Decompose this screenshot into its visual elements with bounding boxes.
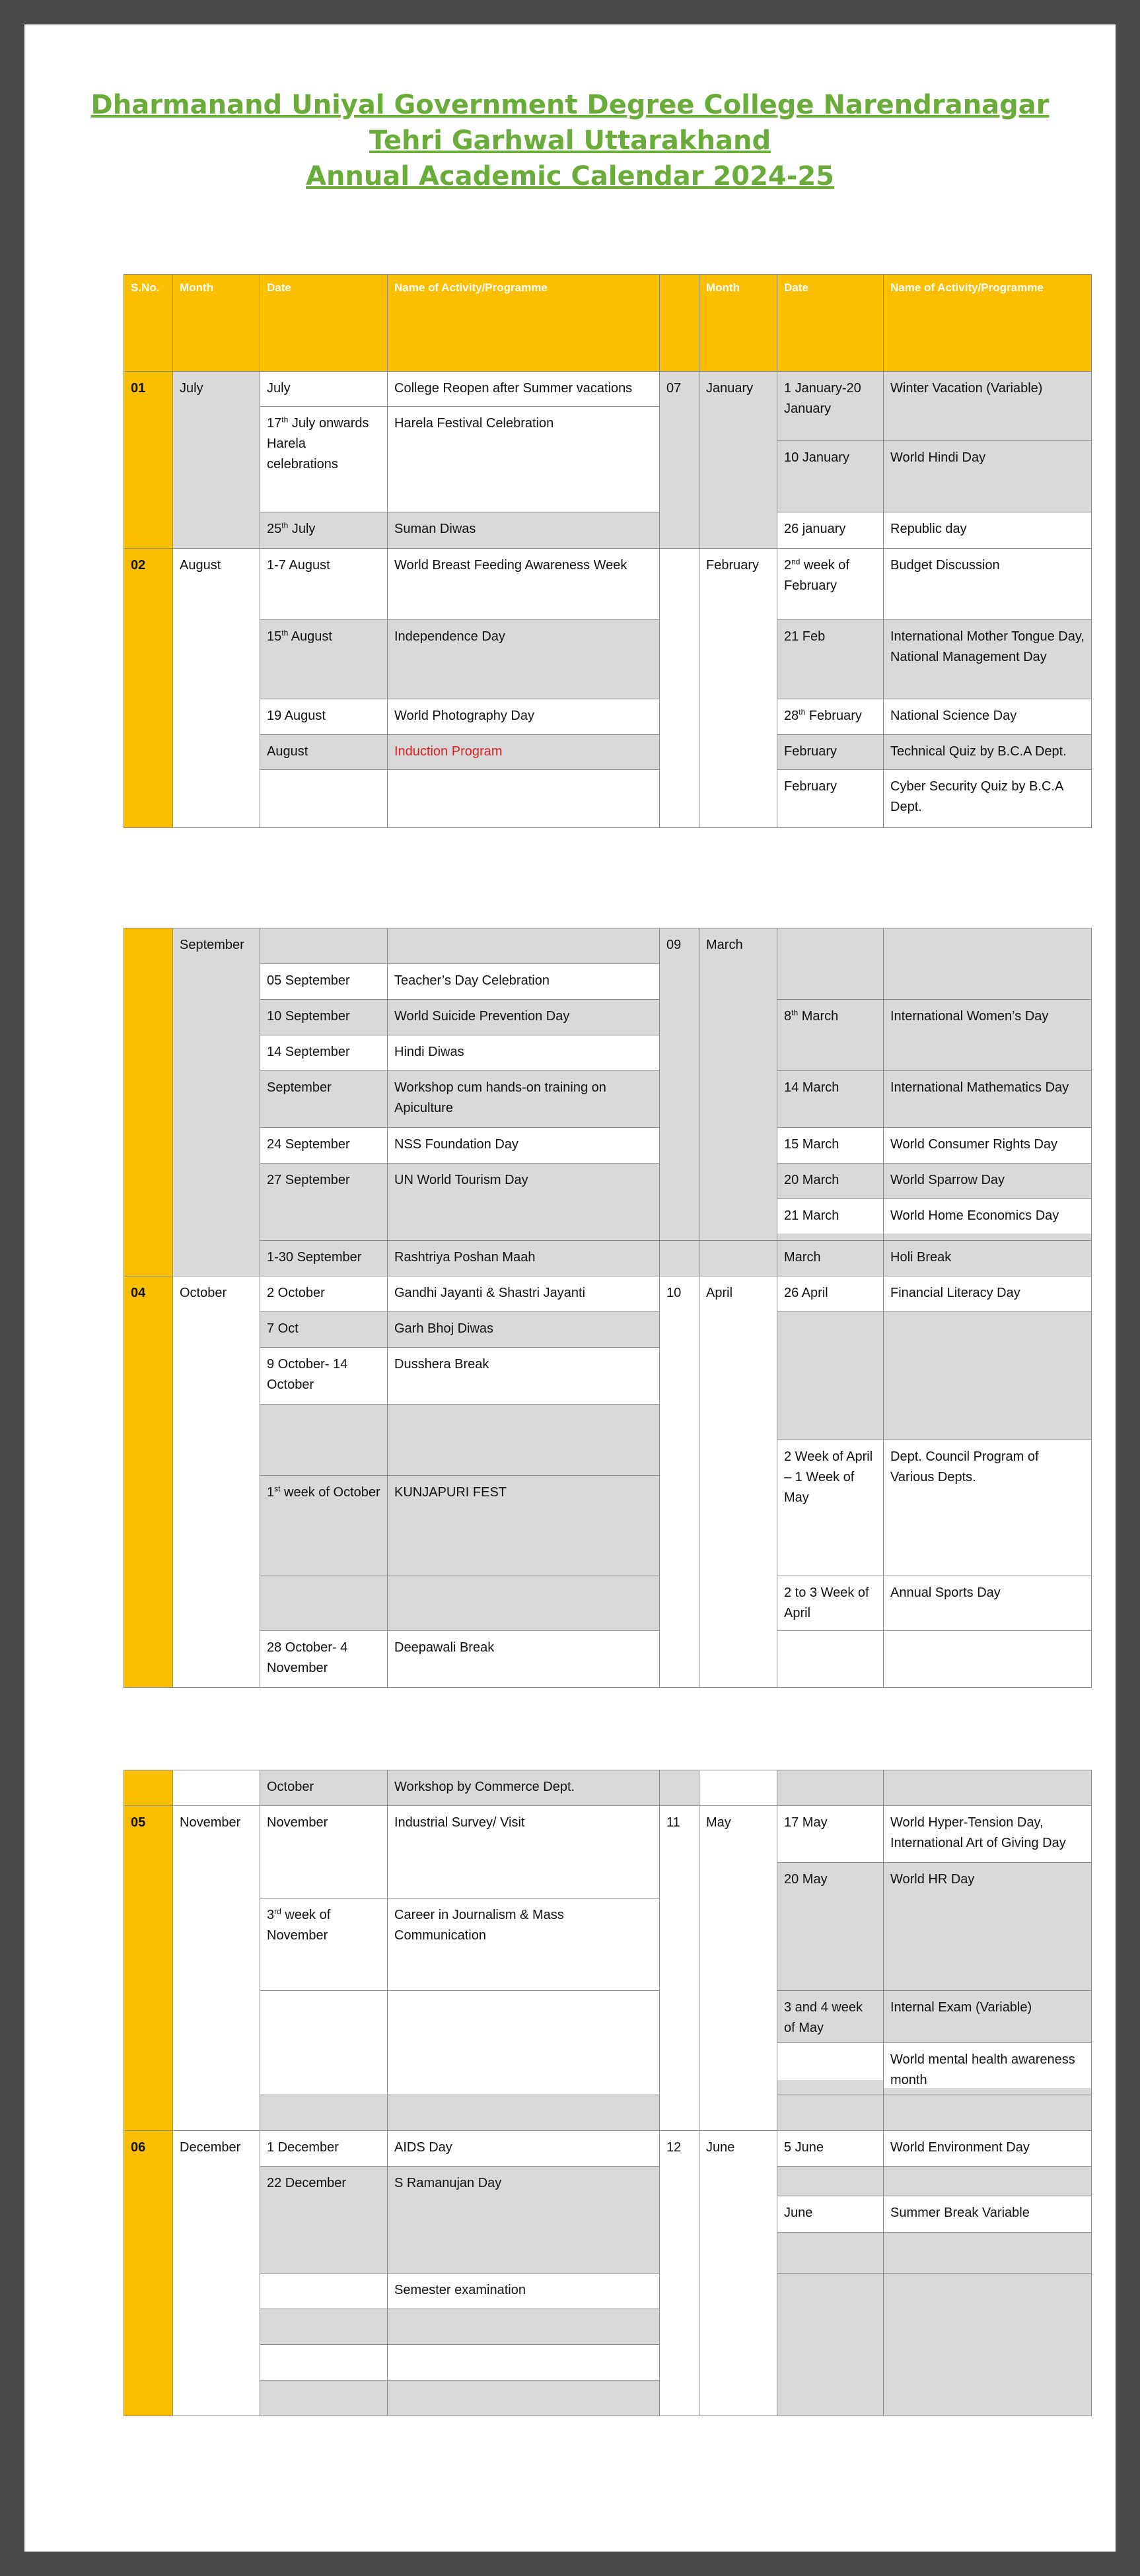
header-date-2: Date (777, 275, 884, 372)
calendar-table-2 (124, 928, 1092, 1688)
month-cell-right: January (699, 372, 777, 549)
header-month-2: Month (699, 275, 777, 372)
table-row (124, 1000, 1092, 1035)
activity-cell: Workshop cum hands-on training on Apiculture (388, 1071, 660, 1128)
activity-cell-right (884, 1164, 1092, 1241)
table-row (124, 372, 1092, 407)
header-row (124, 275, 1092, 372)
activity-cell (388, 2095, 660, 2131)
date-cell-right: 15 March (777, 1128, 884, 1164)
page-title (24, 87, 1116, 194)
table-row (124, 1770, 1092, 1806)
activity-cell-right (884, 1770, 1092, 1806)
header-blank (660, 275, 699, 372)
date-cell: 19 August (260, 699, 388, 735)
date-rest: week of February (784, 558, 849, 593)
date-day: 8 (784, 1009, 792, 1024)
date-cell (260, 1405, 388, 1476)
date-cell (260, 1991, 388, 2095)
date-cell (260, 1898, 388, 1991)
date-cell-right-20-march: 20 March (784, 1173, 839, 1187)
activity-cell-right-internal-exam: Internal Exam (Variable) (890, 2000, 1032, 2015)
activity-cell-right-summer-break: Summer Break Variable (884, 2196, 1091, 2233)
table-row (124, 735, 1092, 770)
date-cell-right (777, 1312, 884, 1440)
month-cell-right (699, 1770, 777, 1806)
activity-cell-right-blank (890, 2173, 1085, 2196)
activity-cell: World Suicide Prevention Day (388, 1000, 660, 1035)
sno-cell-right: 12 (660, 2131, 699, 2416)
date-day: 25 (267, 522, 282, 536)
activity-cell-right: Holi Break (884, 1241, 1092, 1276)
month-cell-right (699, 1241, 777, 1276)
table-row (124, 1164, 1092, 1241)
header-activity-2: Name of Activity/Programme (884, 275, 1092, 372)
activity-cell-right (884, 2167, 1092, 2274)
activity-cell-right: Dept. Council Program of Various Depts. (884, 1440, 1092, 1576)
table-row (124, 1276, 1092, 1312)
date-suffix: rd (274, 1906, 281, 1916)
date-cell-right: 26 April (777, 1276, 884, 1312)
date-cell-right (777, 2167, 884, 2274)
activity-cell-right-mental-health: World mental health awareness month (884, 2042, 1091, 2088)
activity-cell-right: National Science Day (884, 699, 1092, 735)
date-day: 1 (267, 1485, 275, 1500)
title-line-2: Tehri Garhwal Uttarakhand (369, 125, 771, 156)
date-suffix: th (281, 520, 289, 530)
date-cell: 1-30 September (260, 1241, 388, 1276)
date-cell (260, 1576, 388, 1631)
calendar-table-1 (124, 274, 1092, 828)
month-cell-right: March (699, 928, 777, 1241)
date-suffix: th (799, 707, 806, 717)
date-cell-right (777, 2274, 884, 2416)
header-activity: Name of Activity/Programme (388, 275, 660, 372)
table-row (124, 2167, 1092, 2274)
date-day: 2 (784, 558, 792, 573)
sno-cell-right (660, 1241, 699, 1276)
date-cell: July (260, 372, 388, 407)
date-rest: March (798, 1009, 839, 1024)
month-cell-right: May (699, 1806, 777, 2131)
date-rest: week of November (267, 1908, 331, 1943)
activity-cell: Independence Day (388, 620, 660, 699)
date-cell-right: 26 january (777, 512, 884, 549)
month-cell: September (173, 928, 260, 1276)
sno-cell-right: 11 (660, 1806, 699, 2131)
title-line-1: Dharmanand Uniyal Government Degree College Narendranagar (90, 90, 1050, 120)
activity-cell: Gandhi Jayanti & Shastri Jayanti (388, 1276, 660, 1312)
activity-cell (388, 1991, 660, 2095)
date-cell-right (777, 928, 884, 1000)
activity-cell-right: World Hindi Day (884, 441, 1092, 512)
table-row (124, 2274, 1092, 2309)
table-row (124, 1128, 1092, 1164)
date-rest: February (805, 709, 862, 723)
date-day: 28 (784, 709, 799, 723)
date-rest: August (288, 629, 332, 644)
activity-cell: Suman Diwas (388, 512, 660, 549)
activity-cell: Hindi Diwas (388, 1035, 660, 1071)
date-cell-right-blank (777, 2042, 883, 2080)
table-row (124, 1071, 1092, 1128)
month-cell: July (173, 372, 260, 549)
activity-cell-right (884, 1991, 1092, 2095)
date-rest: July (288, 522, 316, 536)
activity-cell-right (884, 2274, 1092, 2416)
activity-cell-right: World Environment Day (884, 2131, 1092, 2167)
activity-cell: AIDS Day (388, 2131, 660, 2167)
month-cell-right: February (699, 549, 777, 828)
activity-cell-right: World HR Day (884, 1863, 1092, 1991)
sno-cell-right (660, 549, 699, 828)
activity-cell: KUNJAPURI FEST (388, 1476, 660, 1576)
date-cell-right (777, 1164, 884, 1241)
date-cell: 28 October- 4 November (260, 1631, 388, 1688)
table-row (124, 1576, 1092, 1631)
date-cell: 27 September (260, 1164, 388, 1241)
date-cell: 05 September (260, 964, 388, 1000)
date-cell-right: 21 Feb (777, 620, 884, 699)
activity-cell (388, 770, 660, 828)
date-cell (260, 512, 388, 549)
date-cell-right: 1 January-20 January (777, 372, 884, 441)
date-cell-right-21-march: 21 March (777, 1199, 883, 1234)
date-cell (260, 2381, 388, 2416)
date-cell (260, 2095, 388, 2131)
date-cell (260, 1476, 388, 1576)
activity-cell: Dusshera Break (388, 1348, 660, 1405)
activity-cell-right-home-economics: World Home Economics Day (884, 1199, 1091, 1234)
table-row (124, 549, 1092, 620)
sno-cell-right: 10 (660, 1276, 699, 1688)
header-date: Date (260, 275, 388, 372)
activity-cell-right: Financial Literacy Day (884, 1276, 1092, 1312)
date-cell-right-june: June (777, 2196, 883, 2233)
activity-cell-right: Annual Sports Day (884, 1576, 1092, 1631)
date-cell (260, 2274, 388, 2309)
date-cell-right: February (777, 770, 884, 828)
table-row (124, 699, 1092, 735)
date-cell-right: 5 June (777, 2131, 884, 2167)
date-cell-right (777, 2095, 884, 2131)
activity-cell: Workshop by Commerce Dept. (388, 1770, 660, 1806)
sno-cell: 05 (124, 1806, 173, 2131)
date-rest: week of October (280, 1485, 380, 1500)
header-sno: S.No. (124, 275, 173, 372)
date-cell-right: 20 May (777, 1863, 884, 1991)
date-cell (260, 620, 388, 699)
sno-cell: 02 (124, 549, 173, 828)
sno-cell: 04 (124, 1276, 173, 1688)
sno-cell: 01 (124, 372, 173, 549)
activity-cell: World Breast Feeding Awareness Week (388, 549, 660, 620)
date-cell-right: 17 May (777, 1806, 884, 1863)
activity-cell-right: Cyber Security Quiz by B.C.A Dept. (884, 770, 1092, 828)
activity-cell-right: Technical Quiz by B.C.A Dept. (884, 735, 1092, 770)
month-cell (173, 1770, 260, 1806)
date-cell (260, 770, 388, 828)
date-cell-right (777, 1770, 884, 1806)
sno-cell-right: 07 (660, 372, 699, 549)
activity-cell: Deepawali Break (388, 1631, 660, 1688)
calendar-table-3 (124, 1770, 1092, 2416)
month-cell-right: April (699, 1276, 777, 1688)
table-row (124, 2095, 1092, 2131)
date-day: 17 (267, 416, 282, 431)
date-cell: 10 September (260, 1000, 388, 1035)
activity-cell-right: World Consumer Rights Day (884, 1128, 1092, 1164)
activity-cell (388, 2309, 660, 2345)
month-cell: December (173, 2131, 260, 2416)
date-suffix: nd (791, 557, 801, 567)
activity-cell-right (884, 1312, 1092, 1440)
table-row (124, 1806, 1092, 1863)
date-cell: 1-7 August (260, 549, 388, 620)
date-cell-right: 10 January (777, 441, 884, 512)
activity-cell: Harela Festival Celebration (388, 407, 660, 512)
activity-cell-right: World Hyper-Tension Day, International Art of Giving Day (884, 1806, 1092, 1863)
activity-cell-right (884, 928, 1092, 1000)
activity-cell-right-sparrow: World Sparrow Day (890, 1173, 1005, 1187)
date-cell-right: 2 to 3 Week of April (777, 1576, 884, 1631)
date-cell: October (260, 1770, 388, 1806)
date-cell: 9 October- 14 October (260, 1348, 388, 1405)
title-line-3: Annual Academic Calendar 2024-25 (306, 161, 834, 191)
date-suffix: st (274, 1484, 281, 1494)
date-suffix: th (791, 1008, 799, 1018)
date-cell: August (260, 735, 388, 770)
date-cell: 24 September (260, 1128, 388, 1164)
activity-cell-right: Republic day (884, 512, 1092, 549)
date-cell: November (260, 1806, 388, 1898)
date-cell-right-internal-exam: 3 and 4 week of May (784, 2000, 863, 2035)
table-row (124, 928, 1092, 964)
activity-cell (388, 1405, 660, 1476)
date-day: 3 (267, 1908, 275, 1922)
sno-cell (124, 928, 173, 1276)
date-cell-right: March (777, 1241, 884, 1276)
table-row (124, 1631, 1092, 1688)
activity-cell (388, 1576, 660, 1631)
date-cell-right (777, 1000, 884, 1071)
month-cell: August (173, 549, 260, 828)
activity-cell: NSS Foundation Day (388, 1128, 660, 1164)
activity-cell: Career in Journalism & Mass Communication (388, 1898, 660, 1991)
table-row (124, 2131, 1092, 2167)
date-cell-right: February (777, 735, 884, 770)
activity-cell-right (884, 1631, 1092, 1688)
activity-cell-right (884, 2095, 1092, 2131)
activity-cell (388, 2345, 660, 2381)
activity-cell: Semester examination (388, 2274, 660, 2309)
activity-cell: Rashtriya Poshan Maah (388, 1241, 660, 1276)
date-cell-right (777, 1631, 884, 1688)
month-cell: October (173, 1276, 260, 1688)
activity-cell (388, 2381, 660, 2416)
document-page (24, 24, 1116, 2552)
table-row (124, 1991, 1092, 2095)
date-suffix: th (281, 415, 289, 425)
activity-cell-right: International Mathematics Day (884, 1071, 1092, 1128)
sno-cell-right (660, 1770, 699, 1806)
header-month: Month (173, 275, 260, 372)
activity-cell-right: International Women’s Day (884, 1000, 1092, 1071)
date-cell-right (777, 699, 884, 735)
sno-cell-right: 09 (660, 928, 699, 1241)
activity-cell: Induction Program (388, 735, 660, 770)
activity-cell-right: International Mother Tongue Day, National Management Day (884, 620, 1092, 699)
date-cell (260, 407, 388, 512)
table-row (124, 1312, 1092, 1348)
date-rest: July onwards Harela celebrations (267, 416, 369, 471)
table-row (124, 1241, 1092, 1276)
date-cell: 14 September (260, 1035, 388, 1071)
date-cell (260, 2345, 388, 2381)
date-cell-right (777, 1991, 884, 2095)
activity-cell: World Photography Day (388, 699, 660, 735)
month-cell: November (173, 1806, 260, 2131)
table-row (124, 512, 1092, 549)
date-cell: 22 December (260, 2167, 388, 2274)
date-cell: 1 December (260, 2131, 388, 2167)
date-cell: September (260, 1071, 388, 1128)
date-cell: 2 October (260, 1276, 388, 1312)
activity-cell: S Ramanujan Day (388, 2167, 660, 2274)
date-cell (260, 928, 388, 964)
date-cell-right-blank (784, 2173, 876, 2196)
activity-cell: UN World Tourism Day (388, 1164, 660, 1241)
activity-cell (388, 928, 660, 964)
date-cell-right (777, 549, 884, 620)
activity-cell: College Reopen after Summer vacations (388, 372, 660, 407)
activity-cell-right: Winter Vacation (Variable) (884, 372, 1092, 441)
date-cell (260, 2309, 388, 2345)
sno-cell: 06 (124, 2131, 173, 2416)
date-cell: 7 Oct (260, 1312, 388, 1348)
activity-cell: Industrial Survey/ Visit (388, 1806, 660, 1898)
date-day: 15 (267, 629, 282, 644)
date-cell-right: 2 Week of April – 1 Week of May (777, 1440, 884, 1576)
sno-cell (124, 1770, 173, 1806)
month-cell-right: June (699, 2131, 777, 2416)
activity-cell: Garh Bhoj Diwas (388, 1312, 660, 1348)
activity-cell: Teacher’s Day Celebration (388, 964, 660, 1000)
table-row (124, 620, 1092, 699)
activity-cell-right: Budget Discussion (884, 549, 1092, 620)
date-suffix: th (281, 628, 289, 638)
date-cell-right: 14 March (777, 1071, 884, 1128)
table-row (124, 770, 1092, 828)
